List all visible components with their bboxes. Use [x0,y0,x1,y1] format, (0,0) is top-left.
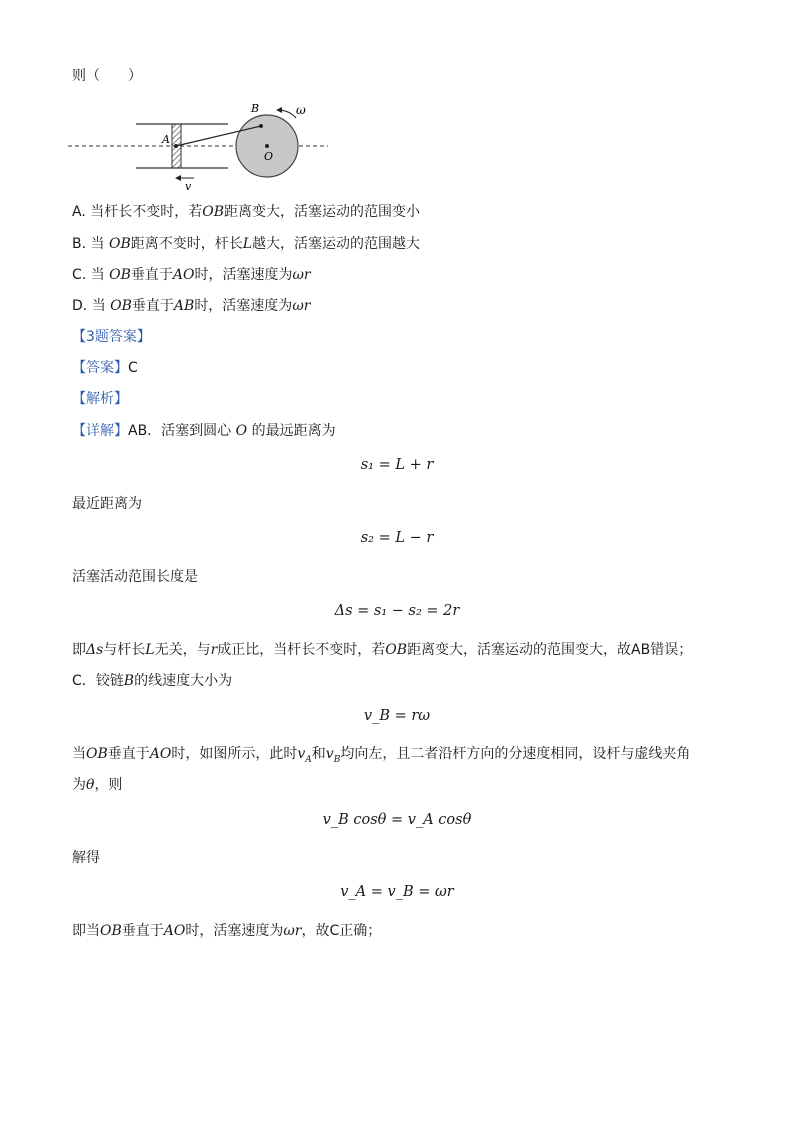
equation-nearest: s₂ = L − r [360,530,434,546]
equation-range: Δs = s₁ − s₂ = 2r [334,603,460,619]
solve-text: 解得 [72,850,100,866]
conclusion-ab: 即Δs与杆长L无关，与r成正比，当杆长不变时，若OB距离变大，活塞运动的范围变大，故AB错误； [72,642,693,658]
part-c-line2: 为θ，则 [72,777,123,793]
option-c: C. 当 OB垂直于AO时，活塞速度为ωr [72,267,311,283]
range-text: 活塞活动范围长度是 [72,569,198,585]
velocity-arrowhead [175,175,181,181]
label-omega: ω [296,103,306,117]
label-a: A [162,133,170,146]
omega-arrow [280,110,296,118]
piston-figure [68,96,338,196]
part-c-intro: C．铰链B的线速度大小为 [72,673,233,689]
equation-result: v_A = v_B = ωr [340,884,454,900]
nearest-text: 最近距离为 [72,496,142,512]
intro-text: 则（ ） [72,68,142,84]
answer-header: 【3题答案】 [72,329,151,345]
center-o [265,144,269,148]
answer-line: 【答案】C [72,360,138,376]
label-b: B [251,102,260,115]
option-a: A. 当杆长不变时，若OB距离变大，活塞运动的范围变小 [72,204,420,220]
detail-line: 【详解】AB．活塞到圆心 O 的最远距离为 [72,423,336,439]
equation-farthest: s₁ = L + r [360,457,434,473]
final-conclusion: 即当OB垂直于AO时，活塞速度为ωr，故C正确； [72,923,382,939]
label-o: O [264,150,274,163]
option-b: B. 当 OB距离不变时，杆长L越大，活塞运动的范围越大 [72,236,421,252]
equation-components: v_B cosθ = v_A cosθ [322,812,472,828]
analysis-tag: 【解析】 [72,391,128,407]
equation-vb: v_B = rω [363,708,431,724]
part-c-line1: 当OB垂直于AO时，如图所示，此时$v_A$和$v_B$均向左，且二者沿杆方向的分速度相同，设杆与虚线夹角 [72,746,691,765]
omega-arrowhead [276,107,282,113]
hinge-a [174,144,178,148]
option-d: D. 当 OB垂直于AB时，活塞速度为ωr [72,298,311,314]
label-v: v [185,180,192,193]
hinge-b [259,124,263,128]
